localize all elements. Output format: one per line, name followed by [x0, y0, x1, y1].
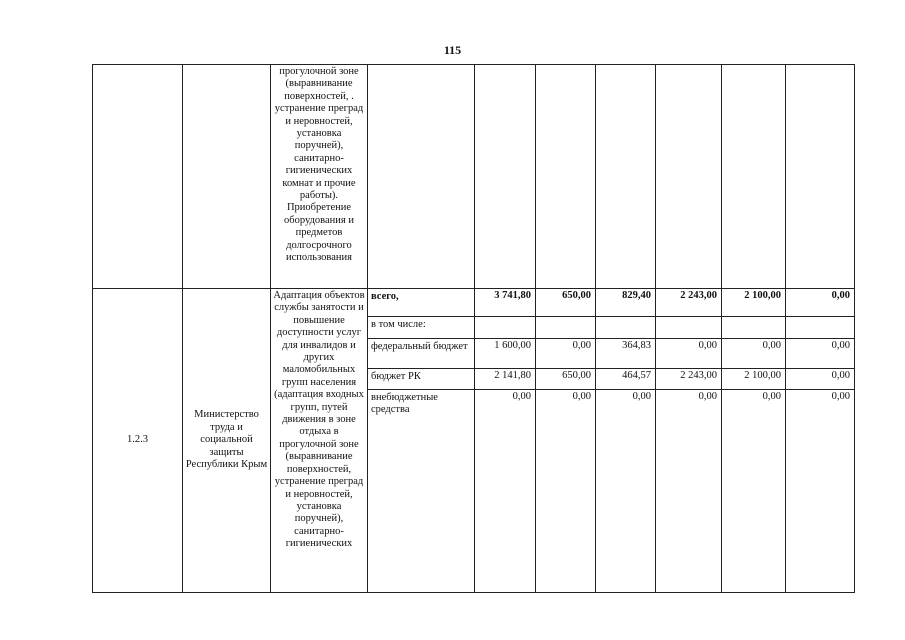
source-label-total: всего,: [368, 289, 475, 317]
code-cell-continued: [93, 65, 183, 289]
value-total-6: 0,00: [786, 289, 855, 317]
budget-table: [92, 64, 855, 593]
value-federal-4: 0,00: [656, 339, 722, 369]
value-federal-2: 0,00: [536, 339, 596, 369]
value-total-4: 2 243,00: [656, 289, 722, 317]
value-federal-1: 1 600,00: [475, 339, 536, 369]
code-cell: 1.2.3: [93, 289, 183, 593]
value-extrabudgetary-4: 0,00: [656, 390, 722, 593]
value-regional-5: 2 100,00: [722, 369, 786, 390]
description-cell-continued: прогулочной зоне (выравнивание поверхностей, . устранение преград и неровностей, установка поручней), санитарно-гигиенических комнат и прочие работы). Приобретение оборудования и предметов долгосрочного использования: [271, 65, 368, 289]
value-total-1: 3 741,80: [475, 289, 536, 317]
source-label-regional: бюджет РК: [368, 369, 475, 390]
page-number: 115: [443, 43, 462, 57]
value-regional-1: 2 141,80: [475, 369, 536, 390]
value-regional-6: 0,00: [786, 369, 855, 390]
value-federal-6: 0,00: [786, 339, 855, 369]
value-regional-2: 650,00: [536, 369, 596, 390]
value-cell-continued-5: [722, 65, 786, 289]
source-label-extrabudgetary: внебюджетные средства: [368, 390, 475, 593]
value-cell-continued-6: [786, 65, 855, 289]
value-total-3: 829,40: [596, 289, 656, 317]
source-cell-continued: [368, 65, 475, 289]
value-federal-3: 364,83: [596, 339, 656, 369]
executor-cell: Министерство труда и социальной защиты Республики Крым: [183, 289, 271, 593]
value-cell-continued-3: [596, 65, 656, 289]
value-including-1: [475, 317, 536, 339]
table-row-total: [93, 289, 855, 317]
value-cell-continued-1: [475, 65, 536, 289]
value-extrabudgetary-2: 0,00: [536, 390, 596, 593]
executor-cell-continued: [183, 65, 271, 289]
value-including-3: [596, 317, 656, 339]
value-cell-continued-2: [536, 65, 596, 289]
value-including-5: [722, 317, 786, 339]
value-total-2: 650,00: [536, 289, 596, 317]
value-extrabudgetary-5: 0,00: [722, 390, 786, 593]
source-label-federal: федеральный бюджет: [368, 339, 475, 369]
value-extrabudgetary-1: 0,00: [475, 390, 536, 593]
value-including-2: [536, 317, 596, 339]
value-regional-3: 464,57: [596, 369, 656, 390]
value-regional-4: 2 243,00: [656, 369, 722, 390]
value-cell-continued-4: [656, 65, 722, 289]
value-total-5: 2 100,00: [722, 289, 786, 317]
value-federal-5: 0,00: [722, 339, 786, 369]
value-extrabudgetary-6: 0,00: [786, 390, 855, 593]
description-cell: Адаптация объектов службы занятости и повышение доступности услуг для инвалидов и других маломобильных групп населения (адаптация входных групп, путей движения в зоне отдыха в прогулочной зоне (выравнивание поверхностей, устранение преград и неровностей, установка поручней), санитарно-гигиенических: [271, 289, 368, 593]
source-label-including: в том числе:: [368, 317, 475, 339]
table-row-continued: [93, 65, 855, 289]
value-extrabudgetary-3: 0,00: [596, 390, 656, 593]
value-including-6: [786, 317, 855, 339]
value-including-4: [656, 317, 722, 339]
